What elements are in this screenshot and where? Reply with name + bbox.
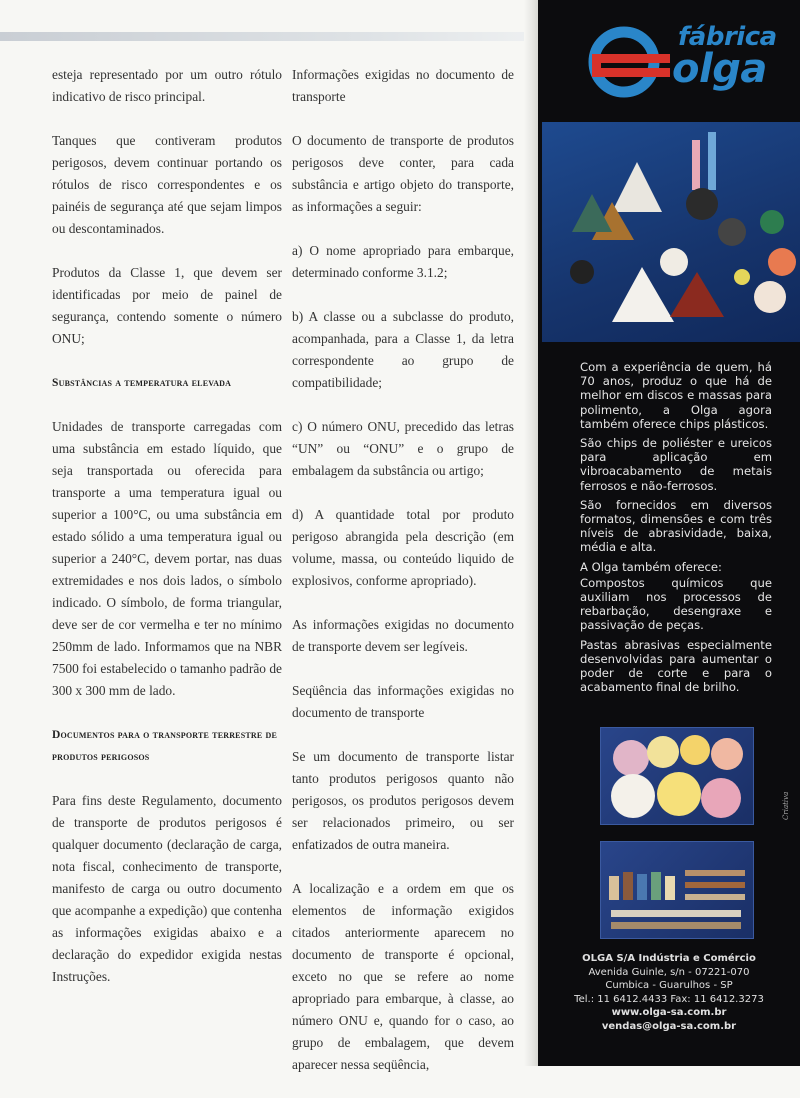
advertisement-copy [580, 360, 772, 699]
address-line: Avenida Guinle, s/n - 07221-070 [588, 966, 750, 978]
ad-paragraph: São chips de poliéster e ureicos para aplicação em vibroacabamento de metais ferrosos e não-ferrosos. [580, 436, 772, 493]
triangle-chip [612, 162, 662, 212]
ad-subheading: A Olga também oferece: [580, 559, 722, 574]
round-chip-cluster [718, 218, 746, 246]
polishing-bar [623, 872, 633, 900]
paragraph: Tanques que contiveram produtos perigosos, devem continuar portando os rótulos de risco correspondentes e os painéis de segurança até que sejam limpos ou descontaminados. [52, 133, 282, 236]
polishing-bar [609, 876, 619, 900]
paragraph: c) O número ONU, precedido das letras “UN” ou “ONU” e o grupo de embalagem da substância ou artigo; [292, 419, 514, 478]
ad-paragraph: São fornecidos em diversos formatos, dimensões e com três níveis de abrasividade, baixa, média e alta. [580, 497, 772, 555]
ad-paragraph: Compostos químicos que auxiliam nos processos de rebarbação, desengraxe e passivação de peças. [580, 575, 772, 633]
cone-chip [692, 140, 700, 190]
round-chip-cluster [660, 248, 688, 276]
product-photo-chips [542, 122, 800, 342]
polishing-bar [611, 922, 741, 929]
agency-credit: Criativa [782, 791, 790, 820]
paragraph: a) O nome apropriado para embarque, determinado conforme 3.1.2; [292, 243, 514, 280]
round-chip-cluster [686, 188, 718, 220]
polishing-bar [665, 876, 675, 900]
advertisement-panel [538, 0, 800, 1066]
company-name: OLGA S/A Indústria e Comércio [582, 953, 756, 964]
email-link[interactable]: vendas@olga-sa.com.br [601, 1020, 737, 1032]
triangle-chip [612, 267, 674, 322]
header-rule [0, 32, 540, 41]
paragraph: Para fins deste Regulamento, documento de transporte de produtos perigosos é qualquer documento (declaração de carga, nota fiscal, conhecimento de transporte, manifesto de carga ou outro documento que acompanhe a expedição) que contenha as informações exigidas abaixo e a declaração do expedidor exigida nestas Instruções. [52, 793, 282, 984]
flask-chip [768, 248, 796, 276]
product-photo-polishing-discs [600, 727, 754, 825]
logo-word-olga: olga [672, 46, 767, 92]
paragraph: A localização e a ordem em que os elementos de informação exigidos citados anteriormente aparecem no documento de transporte é opcional, exceto no que se refere ao nome apropriado para embarque, à classe, ao número ONU e, quando for o caso, ao grupo de embalagem, que devem aparecer nessa seqüência, [292, 881, 514, 1072]
left-text-column [52, 64, 282, 1010]
paragraph: Se um documento de transporte listar tanto produtos perigosos quanto não perigosos, os produtos perigosos devem ser relacionados primeiro, ou ser enfatizados de outra maneira. [292, 749, 514, 852]
flask-chip [760, 210, 784, 234]
logo-word-fabrica: fábrica [678, 22, 777, 52]
paragraph: As informações exigidas no documento de transporte devem ser legíveis. [292, 617, 514, 654]
round-chip-cluster [570, 260, 594, 284]
triangle-chip [572, 194, 612, 232]
polishing-disc [613, 740, 649, 776]
polishing-disc [680, 735, 710, 765]
paragraph: O documento de transporte de produtos perigosos deve conter, para cada substância e artigo objeto do transporte, as informações a seguir: [292, 133, 514, 214]
flask-chip [754, 281, 786, 313]
paragraph: esteja representado por um outro rótulo indicativo de risco principal. [52, 67, 282, 104]
paragraph: d) A quantidade total por produto perigoso abrangida pela descrição (em volume, massa, ou conteúdo liquido de explosivos, conforme apropriado). [292, 507, 514, 588]
polishing-disc [647, 736, 679, 768]
polishing-disc [611, 774, 655, 818]
paragraph: b) A classe ou a subclasse do produto, acompanhada, para a Classe 1, da letra correspondente ao grupo de compatibilidade; [292, 309, 514, 390]
logo-mark-icon [584, 24, 676, 98]
polishing-disc [657, 772, 701, 816]
product-photo-polishing-bars [600, 841, 754, 939]
polishing-bar [685, 870, 745, 876]
polishing-bar [685, 882, 745, 888]
polishing-bar [651, 872, 661, 900]
polishing-bar [637, 874, 647, 900]
fabrica-olga-logo [584, 24, 780, 98]
section-heading: Substâncias a temperatura elevada [52, 377, 232, 389]
website-link[interactable]: www.olga-sa.com.br [611, 1007, 727, 1019]
paragraph: Unidades de transporte carregadas com uma substância em estado líquido, que seja transportada ou oferecida para transporte a uma temperatura igual ou superior a 100°C, ou uma substância em estado sólido a uma temperatura igual ou superior a 240°C, devem portar, nas duas extremidades e nos dois lados, o símbolo indicado. O símbolo, de forma triangular, deve ser de cor vermelha e ter no mínimo 250mm de lado. Informamos que na NBR 7500 foi estabelecido o tamanho padrão de 300 x 300 mm de lado. [52, 419, 282, 698]
polishing-disc [711, 738, 743, 770]
ad-paragraph: Com a experiência de quem, há 70 anos, produz o que há de melhor em discos e massas para polimento, a Olga agora também oferece chips plásticos. [580, 360, 772, 431]
polishing-bar [611, 910, 741, 917]
triangle-chip [670, 272, 724, 317]
address-line: Cumbica - Guarulhos - SP [605, 980, 733, 992]
section-heading: Documentos para o transporte terrestre de produtos perigosos [52, 729, 278, 763]
paragraph: Informações exigidas no documento de transporte [292, 67, 514, 104]
middle-text-column [292, 64, 514, 1098]
round-chip-cluster [734, 269, 750, 285]
ad-paragraph: Pastas abrasivas especialmente desenvolvidas para aumentar o poder de corte e para o acabamento final de brilho. [580, 637, 772, 695]
phone-fax: Tel.: 11 6412.4433 Fax: 11 6412.3273 [574, 993, 764, 1005]
cone-chip [708, 132, 716, 190]
polishing-disc [701, 778, 741, 818]
page-gutter [524, 0, 538, 1066]
polishing-bar [685, 894, 745, 900]
paragraph: Produtos da Classe 1, que devem ser identificadas por meio de painel de segurança, contendo somente o número ONU; [52, 265, 282, 346]
paragraph: Seqüência das informações exigidas no documento de transporte [292, 683, 514, 720]
company-contact [538, 952, 800, 1034]
